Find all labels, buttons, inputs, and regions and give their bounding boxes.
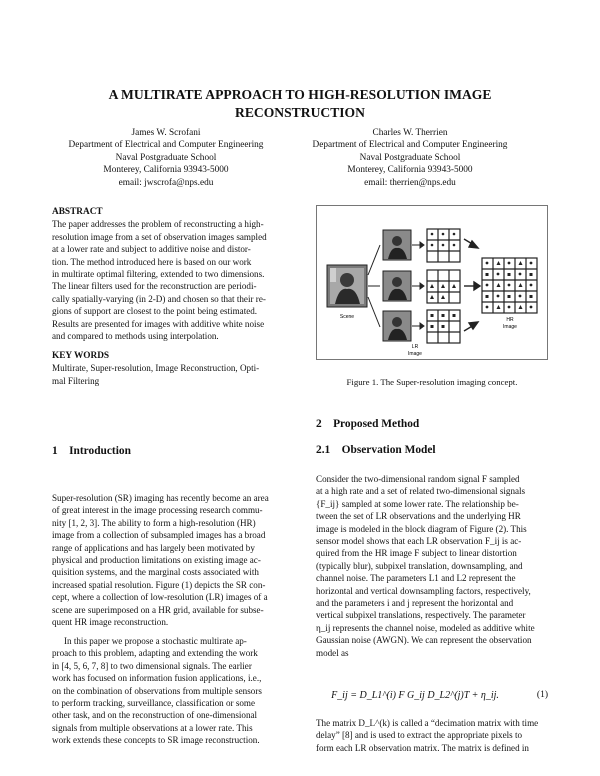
text-line: on the combination of observations from multiple sensors (52, 685, 262, 696)
text-line: resolution image from a set of observation images sampled (52, 231, 267, 242)
author-name: James W. Scrofani (131, 128, 201, 138)
hr-label-1: HR (506, 317, 514, 323)
text-line: {F_ij} sampled at some lower rate. The relationship be- (316, 498, 519, 509)
author-email: email: therrien@nps.edu (364, 177, 456, 188)
author-city: Monterey, California 93943-5000 (103, 165, 229, 176)
text-line: image from a collection of subsampled images has a broad (52, 530, 266, 541)
subsection-heading-observation-model: 2.1 Observation Model (316, 444, 436, 456)
text-line: horizontal and vertical downsampling factors, respectively, (316, 585, 531, 596)
text-line: tion. The method introduced here is based on our work (52, 256, 252, 267)
text-line: The linear filters used for the reconstruction are periodi- (52, 281, 257, 292)
text-line: scene are superimposed on a HR grid, available for subse- (52, 604, 264, 615)
author-school: Naval Postgraduate School (359, 152, 461, 163)
text-line: increased spatial resolution. Figure (1) depicts the SR con- (52, 579, 266, 590)
text-line: vertical subpixel translations, respectively. The parameter (316, 610, 526, 621)
keywords (52, 350, 285, 387)
text-line: (typically blur), subpixel translation, downsampling, and (316, 560, 523, 571)
text-line: nity [1, 2, 3]. The ability to form a high-resolution (HR) (52, 517, 256, 528)
text-line: In this paper we propose a stochastic multirate ap- (64, 636, 247, 646)
lr-image-photos (383, 230, 411, 341)
text-line: and compared to methods using interpolation. (52, 331, 219, 342)
text-line: Consider the two-dimensional random signal F sampled (316, 474, 520, 484)
author-block-1 (26, 127, 306, 189)
scene-label: Scene (339, 314, 355, 320)
paper-title (0, 86, 600, 122)
text-line: at a high rate and a set of related two-dimensional signals (316, 486, 526, 497)
equation-1: F_ij = D_L1^(i) F G_ij D_L2^(j)T + η_ij. (331, 690, 499, 701)
intro-paragraph-1 (52, 492, 285, 628)
author-dept: Department of Electrical and Computer Engineering (312, 140, 508, 151)
figure-1-caption: Figure 1. The Super-resolution imaging concept. (346, 377, 518, 387)
author-dept: Department of Electrical and Computer Engineering (68, 140, 264, 151)
text-line: in multirate optimal filtering, extended to two dimensions. (52, 269, 265, 280)
author-name: Charles W. Therrien (372, 128, 448, 138)
super-resolution-diagram (316, 205, 548, 360)
text-line: tween the set of LR observations and the underlying HR (316, 511, 521, 522)
title-line-2: RECONSTRUCTION (235, 105, 365, 120)
text-line: and the parameters i and j represent the horizontal and (316, 598, 514, 609)
equation-1-number: (1) (536, 690, 548, 700)
text-line: at a lower rate and subject to additive noise and distor- (52, 244, 251, 255)
keywords-heading: KEY WORDS (52, 351, 110, 361)
text-line: Super-resolution (SR) imaging has recently become an area (52, 493, 269, 503)
observation-model-paragraph (316, 473, 548, 659)
lr-label-1: LR (411, 344, 419, 350)
text-line: range of applications and has largely been motivated by (52, 542, 255, 553)
abstract (52, 206, 285, 342)
text-line: channel noise. The parameters L1 and L2 represent the (316, 573, 516, 584)
text-line: cally spatially-varying (in 2-D) and chosen so that their re- (52, 293, 266, 304)
text-line: work extends these concepts to SR image reconstruction. (52, 735, 260, 746)
author-school: Naval Postgraduate School (115, 152, 217, 163)
text-line: η_ij represents the channel noise, modeled as additive white (316, 622, 535, 633)
text-line: other task, and on the reconstruction of one-dimensional (52, 710, 258, 721)
abstract-body (52, 218, 285, 342)
text-line: proach to this problem, adapting and extending the work (52, 648, 258, 659)
author-city: Monterey, California 93943-5000 (347, 165, 473, 176)
text-line: of great interest in the image processing research commu- (52, 505, 263, 516)
hr-label-2: Image (503, 324, 517, 330)
text-line: quent HR image reconstruction. (52, 617, 169, 628)
text-line: mal Filtering (52, 375, 100, 386)
intro-paragraph-2 (52, 635, 285, 747)
figure-1 (316, 205, 548, 360)
text-line: Results are presented for images with additive white noise (52, 318, 265, 329)
text-line: cept, where a collection of low-resolution (LR) images of a (52, 592, 268, 603)
title-line-1: A MULTIRATE APPROACH TO HIGH-RESOLUTION IMAGE (108, 87, 492, 102)
text-line: physical and production limitations on existing image ac- (52, 555, 261, 566)
text-line: quired from the HR image F subject to linear distortion (316, 548, 517, 559)
text-line: gions of support are closest to the point being estimated. (52, 306, 258, 317)
text-line: in [4, 5, 6, 7, 8] to two dimensional signals. The earlier (52, 660, 252, 671)
text-line: model as (316, 647, 349, 658)
author-email: email: jwscrofa@nps.edu (118, 177, 214, 188)
text-line: form each LR observation matrix. The matrix is defined in (316, 742, 529, 753)
text-line: to perform tracking, surveillance, classification or some (52, 698, 256, 709)
text-line: The matrix D_L^(k) is called a “decimation matrix with time (316, 718, 539, 728)
text-line: Multirate, Super-resolution, Image Reconstruction, Opti- (52, 363, 260, 374)
author-block-2 (270, 127, 550, 189)
text-line: sensor model shows that each LR observation F_ij is ac- (316, 536, 522, 547)
text-line: delay” [8] and is used to extract the appropriate pixels to (316, 730, 523, 741)
decimation-matrix-paragraph (316, 717, 548, 754)
section-heading-proposed-method: 2 Proposed Method (316, 418, 420, 430)
abstract-heading: ABSTRACT (52, 207, 103, 217)
text-line: signals from multiple observations at a lower rate. This (52, 722, 253, 733)
text-line: The paper addresses the problem of reconstructing a high- (52, 219, 264, 230)
lr-label-2: Image (408, 351, 422, 357)
text-line: quisition systems, and the marginal costs associated with (52, 567, 259, 578)
text-line: Gaussian noise (AWGN). We can represent the observation (316, 635, 532, 646)
section-heading-introduction: 1 Introduction (52, 445, 131, 457)
text-line: work has focused on information fusion applications, i.e., (52, 673, 262, 684)
text-line: image is modeled in the block diagram of Figure (2). This (316, 523, 527, 534)
